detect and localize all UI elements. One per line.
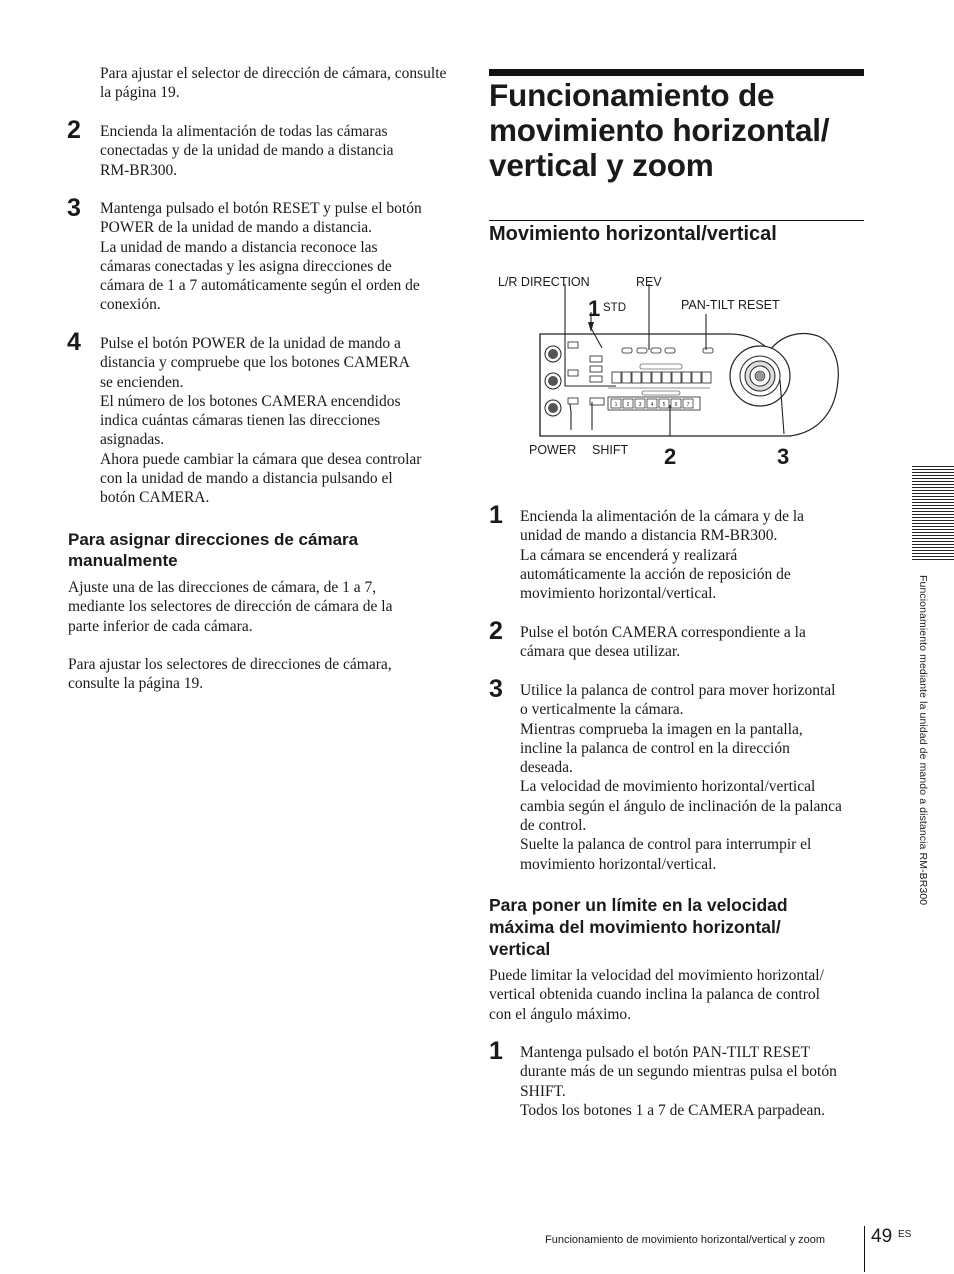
camera-button-label: 7 — [686, 402, 690, 408]
step-number: 1 — [489, 501, 503, 529]
title-rule — [489, 69, 864, 76]
section-heading: Para asignar direcciones de cámara manualmente — [68, 530, 359, 570]
camera-button-label: 6 — [674, 402, 678, 408]
callout-2: 2 — [664, 444, 677, 469]
label-std: STD — [603, 302, 626, 314]
callout-3: 3 — [777, 444, 790, 469]
chapter-tab-label: Funcionamiento mediante la unidad de mando a distancia RM-BR300 — [917, 575, 929, 906]
camera-button-label: 5 — [662, 402, 666, 408]
footer-divider — [864, 1226, 865, 1272]
camera-button-label: 3 — [638, 402, 642, 408]
label-rev: REV — [636, 275, 662, 289]
step-text: Mantenga pulsado el botón RESET y pulse el botón POWER de la unidad de mando a distancia. La unidad de mando a distancia reconoce las cámaras conectadas y les asigna direcciones de cámara de 1 a 7 automáticamente según el orden de conexión. — [100, 200, 422, 314]
label-power: POWER — [529, 443, 577, 457]
label-shift: SHIFT — [592, 443, 629, 457]
step-text: Encienda la alimentación de la cámara y de la unidad de mando a distancia RM-BR300. La cámara se encenderá y realizará automáticamente la acción de reposición de movimiento horizontal/vertical. — [520, 508, 805, 603]
remote-control-illustration — [520, 300, 850, 450]
step-number: 2 — [489, 617, 503, 645]
label-lr-direction: L/R DIRECTION — [498, 275, 590, 289]
page-number: 49 — [871, 1226, 893, 1247]
step-text: Pulse el botón POWER de la unidad de mando a distancia y compruebe que los botones CAMERA se encienden. El número de los botones CAMERA encendidos indica cuántas cámaras tienen las direcciones asignadas. Ahora puede cambiar la cámara que desea controlar con la unidad de mando a distancia pulsando el botón CAMERA. — [100, 335, 422, 507]
label-pan-tilt-reset: PAN-TILT RESET — [681, 298, 780, 312]
subheading-rule — [489, 220, 864, 221]
section-paragraph: Ajuste una de las direcciones de cámara, de 1 a 7, mediante los selectores de dirección de cámara de la parte inferior de cada cámara. — [68, 579, 393, 635]
chapter-tab — [912, 466, 954, 560]
limit-heading: Para poner un límite en la velocidad máxima del movimiento horizontal/ vertical — [489, 895, 788, 959]
step-number: 4 — [67, 328, 81, 356]
intro-text: Para ajustar el selector de dirección de cámara, consulte la página 19. — [100, 65, 447, 102]
step-text: Mantenga pulsado el botón PAN-TILT RESET durante más de un segundo mientras pulsa el botón SHIFT. Todos los botones 1 a 7 de CAMERA parpadean. — [520, 1044, 837, 1119]
step-number: 3 — [489, 675, 503, 703]
callout-1: 1 — [588, 296, 601, 321]
step-text: Pulse el botón CAMERA correspondiente a la cámara que desea utilizar. — [520, 624, 806, 661]
step-number: 2 — [67, 116, 81, 144]
page-title: Funcionamiento de movimiento horizontal/ vertical y zoom — [489, 77, 830, 183]
step-text: Encienda la alimentación de todas las cámaras conectadas y de la unidad de mando a distancia RM-BR300. — [100, 123, 394, 179]
camera-button-label: 2 — [626, 402, 630, 408]
limit-paragraph: Puede limitar la velocidad del movimiento horizontal/ vertical obtenida cuando inclina la palanca de control con el ángulo máximo. — [489, 967, 824, 1023]
step-number: 3 — [67, 194, 81, 222]
running-footer-title: Funcionamiento de movimiento horizontal/vertical y zoom — [545, 1234, 826, 1246]
subheading: Movimiento horizontal/vertical — [489, 223, 777, 245]
step-number: 1 — [489, 1037, 503, 1065]
camera-button-label: 4 — [650, 402, 654, 408]
language-code: ES — [898, 1229, 912, 1240]
camera-button-label: 1 — [614, 402, 618, 408]
section-paragraph: Para ajustar los selectores de direcciones de cámara, consulte la página 19. — [68, 656, 392, 693]
step-text: Utilice la palanca de control para mover horizontal o verticalmente la cámara. Mientras comprueba la imagen en la pantalla, incline la palanca de control en la dirección deseada. La velocidad de movimiento horizontal/vertical cambia según el ángulo de inclinación de la palanca de control. Suelte la palanca de control para interrumpir el movimiento horizontal/vertical. — [520, 682, 842, 873]
